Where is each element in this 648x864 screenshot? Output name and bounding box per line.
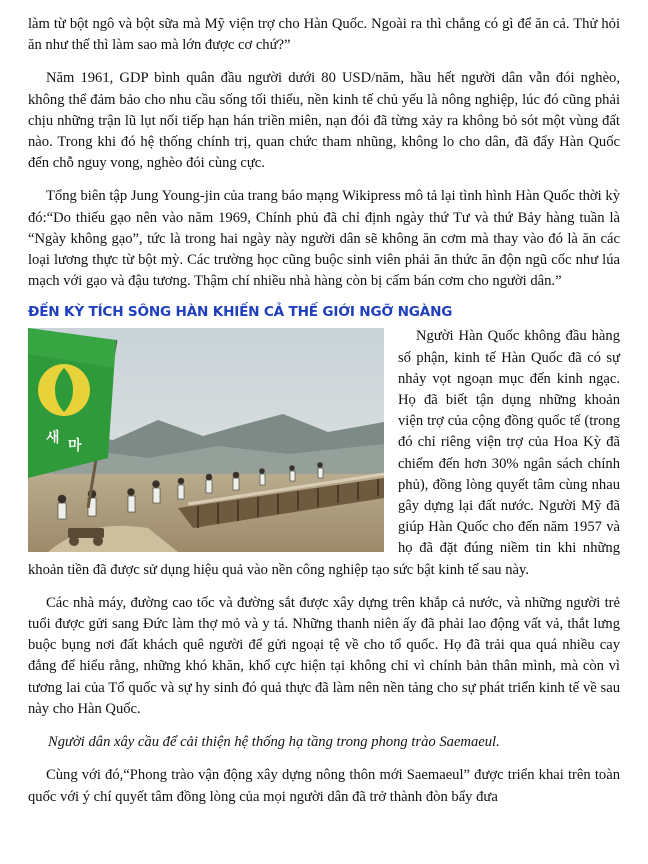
paragraph-saemaeul-movement: Cùng với đó,“Phong trào vận động xây dựng nông thôn mới Saemaeul” được triển khai trên toàn quốc với ý chí quyết tâm đồng lòng của mọi người dân đã trở thành đòn bẩy đưa xyxy=(28,767,620,805)
paragraph-gdp-1961: Năm 1961, GDP bình quân đầu người dưới 80 USD/năm, hầu hết người dân vẫn đói nghèo, không thể đảm bảo cho nhu cầu sống tối thiểu, nền kinh tế chủ yếu là nông nghiệp, lúc đó cũng phải chịu những trận lũ lụt nối tiếp hạn hán triền miên, nạn đói đã từng xảy ra không bỏ sót một vùng đất nào. Trong khi đó hệ thống chính trị, quan chức tham nhũng, không lo cho dân, đã đẩy Hàn Quốc đến chỗ nguy vong, nghèo đói cùng cực. xyxy=(28,70,620,172)
svg-text:마: 마 xyxy=(68,438,82,455)
section-heading: ĐẾN KỲ TÍCH SÔNG HÀN KHIẾN CẢ THẾ GIỚI NGỠ NGÀNG xyxy=(28,304,453,321)
paragraph-economic-leap: Người Hàn Quốc không đầu hàng số phận, kinh tế Hàn Quốc đã có sự nhảy vọt ngoạn mục đến kinh ngạc. Họ đã biết tận dụng những khoản viện trợ của cộng đồng quốc tế (trong đó chỉ riêng viện trợ của Hoa Kỳ đã chiếm đến hơn 30% ngân sách chính phủ), đồng lòng quyết tâm cùng nhau gây dựng lại đất nước. Người Mỹ đã giúp Hàn Quốc cho đến năm 1957 và họ đã đặt đúng niềm tin khi những khoản tiền đã được sử dụng hiệu quả vào nền công nghiệp tạo sức bật kinh tế sau này. xyxy=(28,328,620,578)
paragraph-intro-continuation: làm từ bột ngô và bột sữa mà Mỹ viện trợ cho Hàn Quốc. Ngoài ra thì chẳng có gì để ăn cả. Thử hỏi ăn như thế thì làm sao mà lớn được cơ chứ?” xyxy=(28,16,620,54)
paragraph-no-rice-day: Tổng biên tập Jung Young-jin của trang báo mạng Wikipress mô tả lại tình hình Hàn Quốc thời kỳ đó:“Do thiếu gạo nên vào năm 1969, Chính phủ đã chỉ định ngày thứ Tư và thứ Bảy hàng tuần là “Ngày không gạo”, tức là trong hai ngày này người dân sẽ không ăn cơm mà thay vào đó là ăn các loại lương thực từ bột mỳ. Các trường học cũng buộc sinh viên phải ăn thức ăn độn ngũ cốc như lúa mạch với gạo và đậu tương. Thậm chí nhiều nhà hàng còn bị cấm bán cơm cho người dân.” xyxy=(28,188,620,290)
paragraph-infrastructure: Các nhà máy, đường cao tốc và đường sắt được xây dựng trên khắp cả nước, và những người trẻ tuổi được gửi sang Đức làm thợ mỏ và y tá. Những thanh niên ấy đã phải lao động vất vả, thắt lưng buộc bụng nơi đất khách quê người để gửi ngoại tệ về cho tổ quốc. Họ đã trải qua quá nhiều cay đắng để hiểu rằng, những khó khăn, khổ cực hiện tại không chỉ vì chính bản thân mình, mà còn vì tương lai của Tổ quốc và sự hy sinh đó quả thực đã làm nên nền tảng cho sự phát triển kinh tế về sau này cho Hàn Quốc. xyxy=(28,594,620,717)
figure-caption: Người dân xây cầu để cải thiện hệ thống hạ tầng trong phong trào Saemaeul. xyxy=(48,734,500,751)
svg-text:새: 새 xyxy=(46,430,60,447)
saemaeul-bridge-photo xyxy=(28,328,384,552)
